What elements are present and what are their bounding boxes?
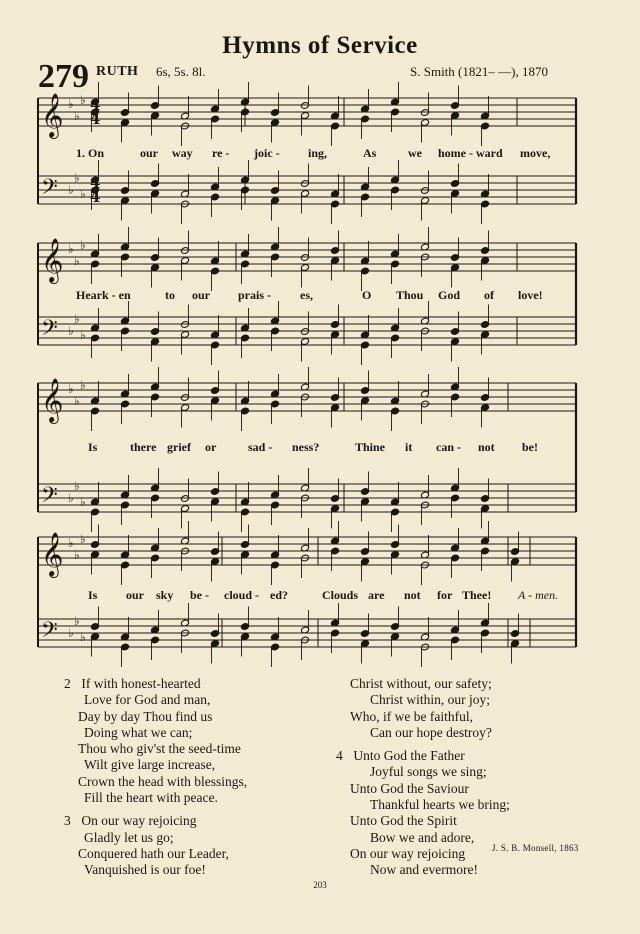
page-number: 203 [313, 880, 327, 890]
flat-icon: ♭ [80, 378, 86, 392]
lyric-syllable: there [130, 440, 157, 454]
lyric-line-4 [0, 588, 640, 604]
flat-icon: ♭ [74, 479, 80, 493]
verse-line: Can our hope destroy? [370, 724, 492, 740]
verse-line: On our way rejoicing [81, 813, 197, 829]
lyric-syllable: Thine [355, 440, 386, 454]
lyric-syllable: move, [520, 146, 551, 160]
verse-line: Unto God the Father [353, 748, 465, 764]
amen-lyric: A - men. [518, 588, 559, 602]
verse-number: 4 [336, 748, 343, 764]
lyric-syllable: be! [522, 440, 538, 454]
meter: 6s, 5s. 8l. [156, 64, 206, 79]
bass-clef-icon: 𝄢 [41, 316, 58, 346]
flat-icon: ♭ [74, 548, 80, 562]
verse-line: Unto God the Saviour [350, 780, 469, 796]
lyric-syllable: home - ward [438, 146, 503, 160]
lyric-syllable: Clouds [322, 588, 359, 602]
flat-icon: ♭ [74, 614, 80, 628]
verse-number: 2 [64, 676, 71, 691]
verse-3-continued [350, 676, 510, 741]
verse-line: Fill the heart with peace. [84, 790, 218, 806]
lyric-syllable: re - [212, 146, 230, 160]
flat-icon: ♭ [68, 491, 74, 505]
lyric-syllable: Is [88, 440, 98, 454]
lyric-syllable: Is [88, 588, 98, 602]
lyric-line-1 [0, 146, 640, 162]
flat-icon: ♭ [68, 183, 74, 197]
verses-left-column [64, 676, 247, 886]
lyric-line-3 [0, 440, 640, 456]
flat-icon: ♭ [80, 328, 86, 342]
lyric-syllable: ing, [308, 146, 328, 160]
lyric-syllable: be - [190, 588, 209, 602]
flat-icon: ♭ [80, 532, 86, 546]
section-title: Hymns of Service [222, 32, 418, 59]
lyric-syllable: not [478, 440, 495, 454]
verse-line: Crown the head with blessings, [78, 773, 248, 789]
verse-line: Bow we and adore, [370, 829, 475, 845]
lyric-syllable: grief [167, 440, 191, 454]
lyric-syllable: we [408, 146, 422, 160]
verse-line: Doing what we can; [84, 724, 193, 740]
lyric-syllable: Heark - en [76, 288, 131, 302]
verse-line: On our way rejoicing [350, 845, 466, 861]
hymn-number: 279 [38, 58, 89, 95]
flat-icon: ♭ [68, 536, 74, 550]
verse-4 [336, 748, 510, 878]
lyric-syllable: sky [156, 588, 174, 602]
bass-clef-icon: 𝄢 [41, 618, 58, 648]
lyric-syllable: our [192, 288, 210, 302]
music-score [0, 80, 640, 670]
verses-right-column [336, 676, 510, 886]
time-signature: 4 [90, 188, 101, 206]
bass-clef-icon: 𝄢 [41, 175, 58, 205]
flat-icon: ♭ [80, 238, 86, 252]
lyric-syllable: it [405, 440, 413, 454]
flat-icon: ♭ [74, 171, 80, 185]
flat-icon: ♭ [68, 382, 74, 396]
lyric-syllable: prais - [238, 288, 271, 302]
flat-icon: ♭ [80, 630, 86, 644]
flat-icon: ♭ [68, 242, 74, 256]
verse-line: Thankful hearts we bring; [370, 797, 510, 813]
verse-2 [64, 676, 247, 806]
flat-icon: ♭ [74, 312, 80, 326]
lyric-syllable: 1. On [76, 146, 105, 160]
verse-line: Thou who giv'st the seed-time [78, 741, 241, 757]
lyric-syllable: O [362, 288, 372, 302]
lyric-line-2 [0, 288, 640, 304]
verse-line: Joyful songs we sing; [370, 764, 487, 780]
flat-icon: ♭ [74, 394, 80, 408]
lyric-syllable: way [172, 146, 193, 160]
lyric-syllable: ed? [270, 588, 288, 602]
lyric-syllable: Thou [396, 288, 424, 302]
author-credit: J. S. B. Monsell, 1863 [492, 843, 579, 853]
time-signature: 4 [90, 174, 101, 192]
lyric-syllable: of [484, 288, 494, 302]
verse-3 [64, 813, 247, 878]
lyric-syllable: love! [518, 288, 543, 302]
bass-clef-icon: 𝄢 [41, 483, 58, 513]
lyric-syllable: are [368, 588, 385, 602]
lyric-syllable: not [404, 588, 421, 602]
flat-icon: ♭ [74, 254, 80, 268]
verse-line: Vanquished is our foe! [84, 862, 206, 878]
lyric-syllable: ness? [292, 440, 320, 454]
lyric-syllable: cloud - [224, 588, 260, 602]
verse-line: Love for God and man, [84, 692, 211, 708]
lyric-syllable: or [205, 440, 217, 454]
verse-line: Christ without, our safety; [350, 676, 492, 691]
lyric-syllable: Thee! [462, 588, 492, 602]
verse-line: Who, if we be faithful, [350, 708, 473, 724]
verse-line: If with honest-hearted [81, 676, 201, 691]
lyric-syllable: our [140, 146, 158, 160]
flat-icon: ♭ [80, 187, 86, 201]
flat-icon: ♭ [80, 93, 86, 107]
lyric-syllable: for [437, 588, 453, 602]
treble-clef-icon: 𝄞 [41, 238, 64, 282]
flat-icon: ♭ [68, 97, 74, 111]
tune-name: RUTH [96, 64, 139, 79]
flat-icon: ♭ [74, 109, 80, 123]
treble-clef-icon: 𝄞 [41, 378, 64, 422]
lyric-syllable: joic - [254, 146, 280, 160]
verse-number: 3 [64, 813, 71, 829]
verse-line: Christ within, our joy; [370, 692, 491, 708]
flat-icon: ♭ [68, 324, 74, 338]
lyric-syllable: can - [436, 440, 461, 454]
treble-clef-icon: 𝄞 [41, 93, 64, 137]
composer-credit: S. Smith (1821– —), 1870 [410, 64, 548, 79]
flat-icon: ♭ [80, 495, 86, 509]
lyric-syllable: sad - [248, 440, 273, 454]
lyric-syllable: es, [300, 288, 313, 302]
lyric-syllable: to [165, 288, 175, 302]
verse-line: Day by day Thou find us [78, 708, 213, 724]
verse-line: Wilt give large increase, [84, 757, 216, 773]
flat-icon: ♭ [68, 626, 74, 640]
lyric-syllable: God [438, 288, 461, 302]
verse-line: Unto God the Spirit [350, 813, 457, 829]
verse-line: Gladly let us go; [84, 829, 174, 845]
time-signature: 4 [90, 110, 101, 128]
verse-line: Now and evermore! [370, 862, 478, 878]
lyric-syllable: As [363, 146, 377, 160]
verse-line: Conquered hath our Leader, [78, 845, 229, 861]
time-signature: 4 [90, 96, 101, 114]
lyric-syllable: our [126, 588, 144, 602]
treble-clef-icon: 𝄞 [41, 532, 64, 576]
